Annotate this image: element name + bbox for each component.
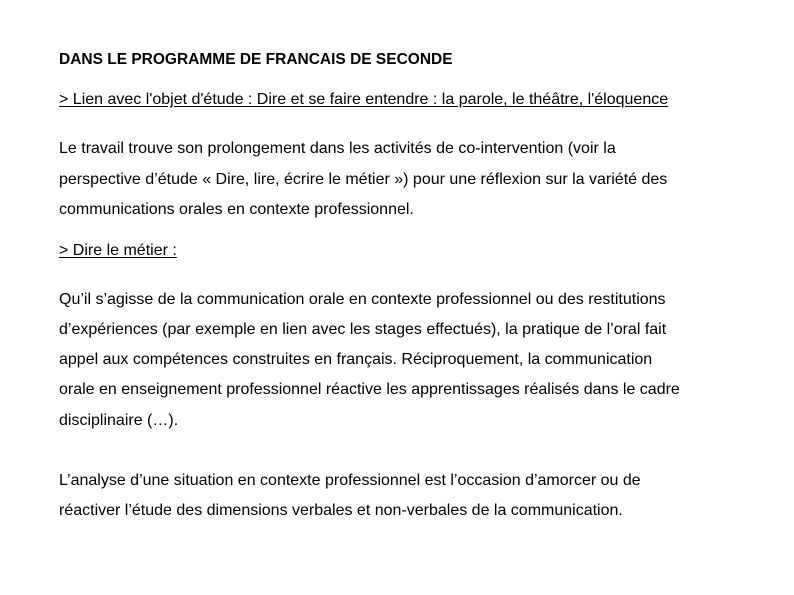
paragraph-line: communications orales en contexte professionnel.	[59, 201, 414, 218]
subheading-dire-le-metier: > Dire le métier :	[59, 242, 177, 259]
paragraph-line: disciplinaire (…).	[59, 412, 179, 429]
paragraph-line: Le travail trouve son prolongement dans les activités de co-intervention (voir la	[59, 140, 616, 157]
subheading-object-of-study: > Lien avec l'objet d'étude : Dire et se faire entendre : la parole, le théâtre, l'éloquence	[59, 91, 669, 108]
paragraph-line: d’expériences (par exemple en lien avec les stages effectués), la pratique de l’oral fait	[59, 321, 667, 338]
paragraph-line: Qu’il s’agisse de la communication orale en contexte professionnel ou des restitutions	[59, 291, 666, 308]
paragraph-line: orale en enseignement professionnel réactive les apprentissages réalisés dans le cadre	[59, 381, 680, 398]
paragraph-line: réactiver l’étude des dimensions verbales et non-verbales de la communication.	[59, 502, 623, 519]
document-title: DANS LE PROGRAMME DE FRANCAIS DE SECONDE	[59, 51, 453, 68]
paragraph-line: appel aux compétences construites en français. Réciproquement, la communication	[59, 351, 653, 368]
paragraph-line: L’analyse d’une situation en contexte professionnel est l’occasion d’amorcer ou de	[59, 472, 641, 489]
paragraph-line: perspective d’étude « Dire, lire, écrire le métier ») pour une réflexion sur la variété des	[59, 171, 668, 188]
